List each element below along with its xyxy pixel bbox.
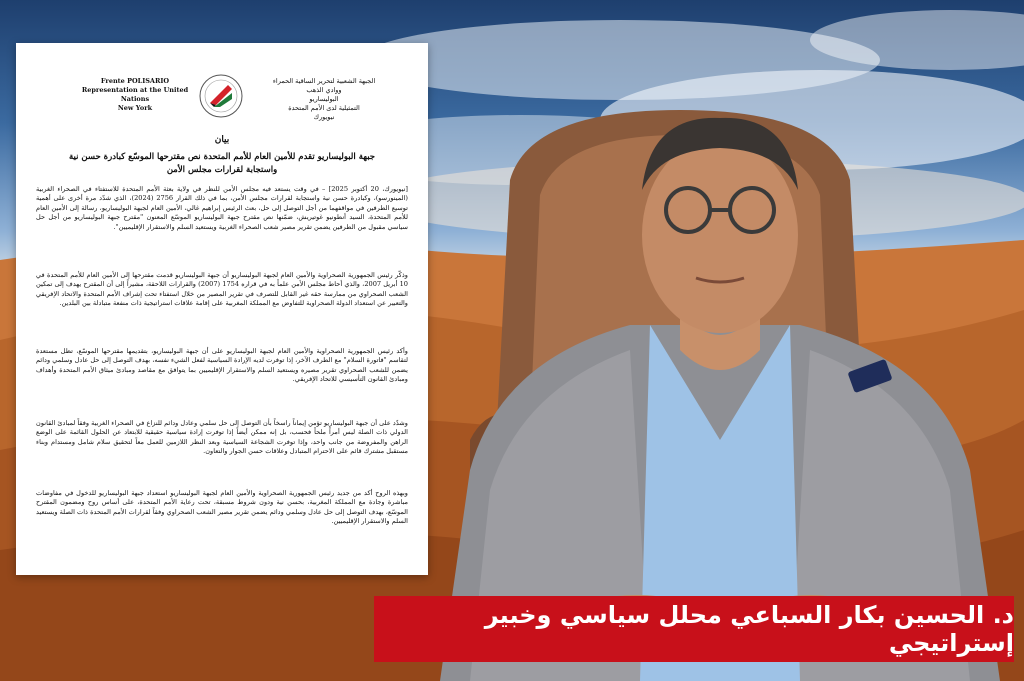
statement-document: [16, 43, 428, 575]
document-paragraph: وشدّد على أن جبهة البوليساريو تؤمن إيماناً راسخاً بأن التوصل إلى حل سلمي وعادل ودائم للنزاع في الصحراء الغربية وفقاً لمبادئ القانون الدولي ذات الصلة ليس أمراً ملحاً فحسب، بل إنه ممكن أيضاً إذا توفرت إرادة سياسية حقيقية للابتعاد عن الحلول القائمة على الوضع الراهن والمفروضة من جانب واحد، وإذا توفرت الشجاعة السياسية وبعد النظر اللازمين للعمل معاً لتحقيق سلام شامل ومستدام وبناء مستقبل مشترك قائم على الاحترام المتبادل وعلاقات حسن الجوار والتعاون.: [35, 419, 408, 456]
document-header: [16, 73, 428, 133]
header-arabic: [264, 77, 384, 122]
header-english: [70, 77, 200, 113]
header-ar-line: التمثيلية لدى الأمم المتحدة: [288, 104, 360, 112]
document-paragraph: وبهذه الروح أكد من جديد رئيس الجمهورية الصحراوية والأمين العام لجبهة البوليساريو استعداد جبهة البوليساريو للدخول في مفاوضات مباشرة وجادة مع المملكة المغربية، بحسن نية ودون شروط مسبقة، تحت رعاية الأمم المتحدة، على أساس روح ومضمون المقترح الموسّع، بهدف التوصل إلى حل عادل وسلمي ودائم يضمن تقرير مصير الشعب الصحراوي وفقاً لقرارات الأمم المتحدة ذات الصلة ويستعيد السلم والاستقرار الإقليميين.: [36, 489, 408, 526]
document-paragraph: وأكد رئيس الجمهورية الصحراوية والأمين العام لجبهة البوليساريو على أن جبهة البوليساريو، بتقديمها مقترحها الموسّع، تظل مستعدة لتقاسم "فاتورة السلام" مع الطرف الآخر، إذا توفرت لديه الإرادة السياسية لفعل الشيء نفسه، بهدف التوصل إلى حل عادل وسلمي ودائم يضمن للشعب الصحراوي تقرير مصيره ويستعيد السلم والاستقرار الإقليميين بما يتوافق مع مقاصد ومبادئ ميثاق الأمم المتحدة وأهداف ومبادئ القانون التأسيسي للاتحاد الإفريقي.: [36, 347, 408, 384]
document-title: بيان: [214, 135, 230, 145]
header-ar-line: البوليساريو: [309, 95, 339, 103]
header-en-line: Frente POLISARIO: [100, 77, 170, 85]
header-ar-line: الجبهة الشعبية لتحرير الساقية الحمراء ووادي الذهب: [272, 77, 376, 94]
header-en-line: New York: [117, 104, 153, 112]
document-paragraph: وذكّر رئيس الجمهورية الصحراوية والأمين العام لجبهة البوليساريو أن جبهة البوليساريو قدمت مقترحها إلى الأمين العام للأمم المتحدة في 10 أبريل 2007، والذي أحاط مجلس الأمن علماً به في قراره 1754 (2007) والقرارات اللاحقة، مشيراً إلى أن المقترح يهدف إلى تمكين الشعب الصحراوي من ممارسة حقه غير القابل للتصرف في تقرير المصير من خلال استفتاء تحت إشراف الأمم المتحدة والاتحاد الإفريقي والتعبير عن استعداد الدولة الصحراوية للتفاوض مع المملكة المغربية على إقامة علاقات استراتيجية ذات منفعة متبادلة بين البلدين.: [36, 271, 408, 308]
header-ar-line: نيويورك: [313, 113, 335, 121]
document-subject: جبهة البوليساريو تقدم للأمين العام للأمم المتحدة نص مقترحها الموسّع كبادرة حسن نية واستجابة لقرارات مجلس الأمن: [68, 152, 376, 175]
name-caption-banner: د. الحسين بكار السباعي محلل سياسي وخبير إستراتيجي: [374, 596, 1014, 662]
header-en-line: Representation at the United Nations: [81, 86, 189, 103]
polisario-logo-icon: [198, 73, 244, 119]
document-paragraph: [نيويورك، 20 أكتوبر 2025] – في وقت يستعد فيه مجلس الأمن للنظر في ولاية بعثة الأمم المتحدة للاستفتاء في الصحراء الغربية (المينورسو)، وكبادرة حسن نية واستجابة لقرارات مجلس الأمن، بما في ذلك القرار 2756 (2024)، الذي شدّد مرة أخرى على أهمية توسيع الطرفين في مواقفهما من أجل التوصل إلى حل، بعث الرئيس إبراهيم غالي، الأمين العام لجبهة البوليساريو، رسالة إلى الأمين العام للأمم المتحدة، السيد أنطونيو غوتيريش، ضمّنها نص مقترح جبهة البوليساريو الموسّع المعنون "مقترح جبهة البوليساريو من أجل حل سياسي مقبول من الطرفين يضمن تقرير مصير شعب الصحراء الغربية ويستعيد السلم والاستقرار الإقليميين".: [36, 185, 408, 231]
